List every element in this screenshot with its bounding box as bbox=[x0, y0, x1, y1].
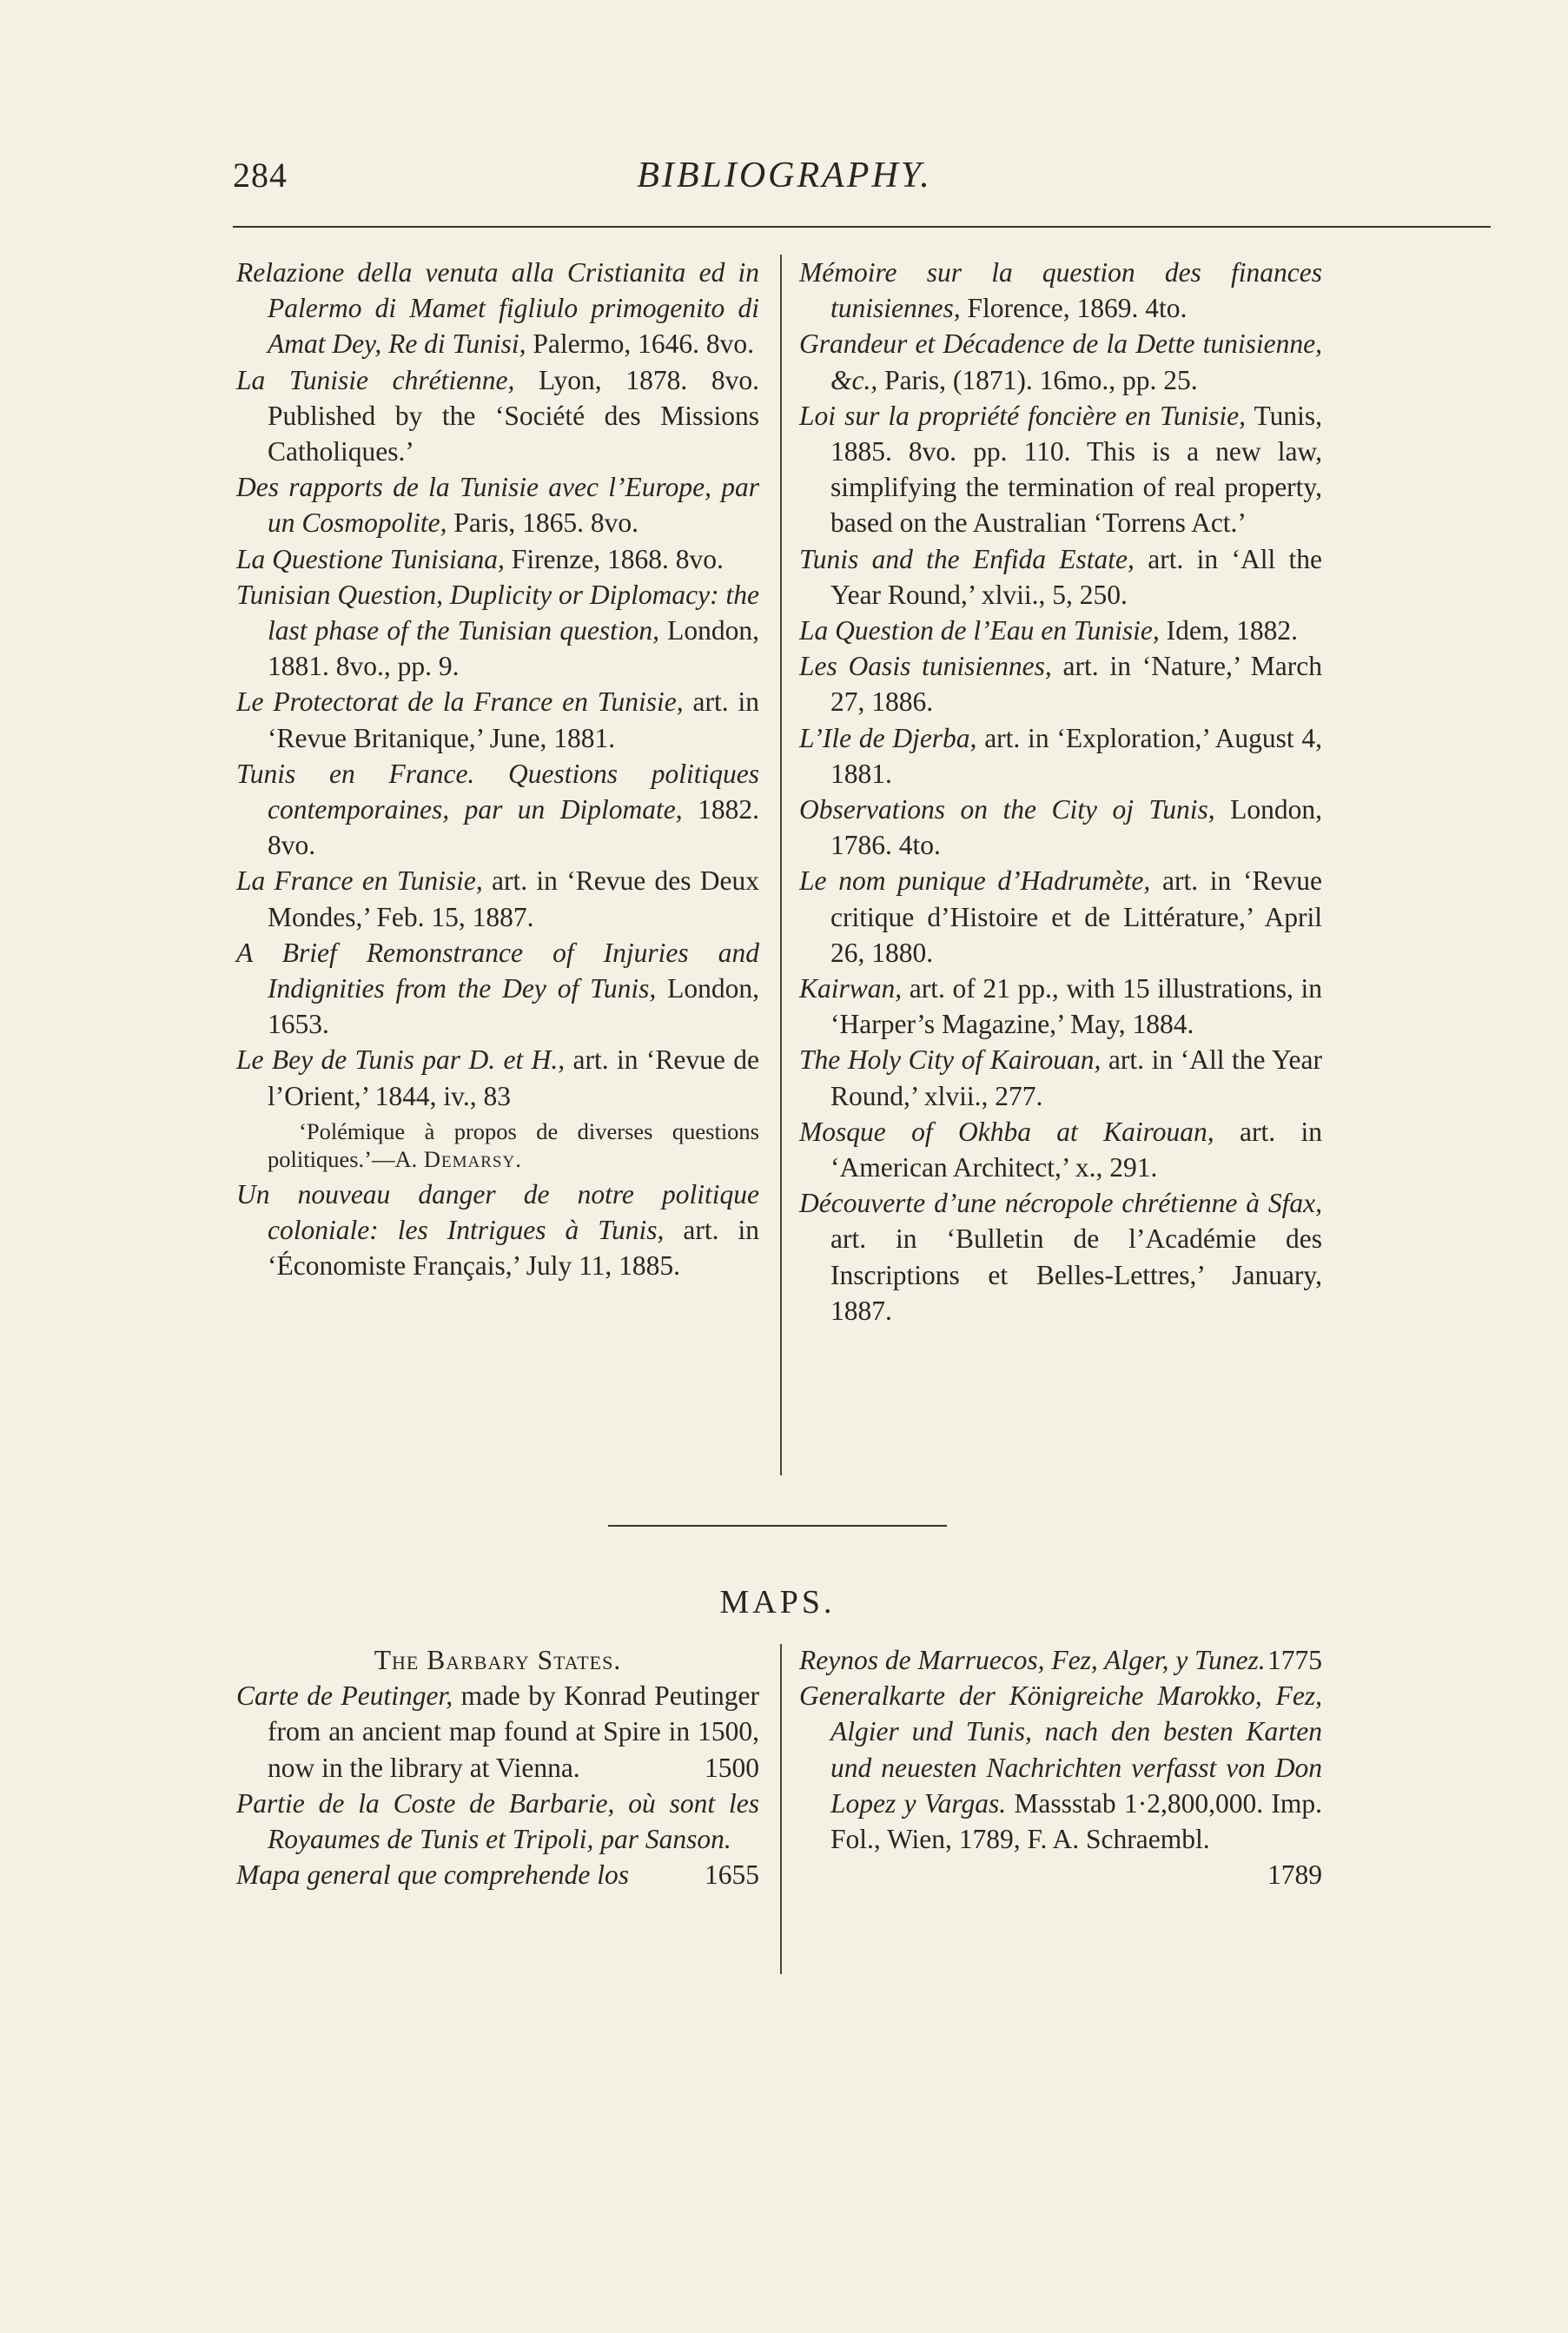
bibliography-right-column bbox=[799, 255, 1322, 1329]
header-rule bbox=[233, 226, 1491, 228]
maps-left-column bbox=[236, 1642, 759, 1892]
section-rule bbox=[608, 1525, 947, 1527]
bib-entry: Les Oasis tunisiennes, art. in ‘Nature,’ March 27, 1886. bbox=[799, 651, 1322, 718]
map-entry: Mapa general que comprehende los bbox=[236, 1859, 629, 1891]
bib-entry: Tunis and the Enfida Estate, art. in ‘All the Year Round,’ xlvii., 5, 250. bbox=[799, 543, 1322, 610]
bibliography-left-column bbox=[236, 255, 759, 1283]
map-entry: Partie de la Coste de Barbarie, où sont les Royaumes de Tunis et Tripoli, par Sanson. 1655 bbox=[236, 1787, 759, 1891]
bib-entry: Kairwan, art. of 21 pp., with 15 illustrations, in ‘Harper’s Magazine,’ May, 1884. bbox=[799, 973, 1322, 1040]
maps-subheading: The Barbary States. bbox=[374, 1645, 622, 1675]
page-number: 284 bbox=[233, 156, 288, 195]
bib-entry: L’Ile de Djerba, art. in ‘Exploration,’ August 4, 1881. bbox=[799, 722, 1322, 789]
bib-entry: Découverte d’une nécropole chrétienne à Sfax, art. in ‘Bulletin de l’Académie des Inscriptions et Belles-Lettres,’ January, 1887. bbox=[799, 1188, 1322, 1326]
bib-entry: La France en Tunisie, art. in ‘Revue des Deux Mondes,’ Feb. 15, 1887. bbox=[236, 865, 759, 932]
bib-entry: Tunisian Question, Duplicity or Diplomacy: the last phase of the Tunisian question, London, 1881. 8vo., pp. 9. bbox=[236, 579, 759, 682]
bib-note: ‘Polémique à propos de diverses questions politiques.’—A. Demarsy. bbox=[268, 1117, 759, 1172]
bib-entry: Grandeur et Décadence de la Dette tunisienne, &c., Paris, (1871). 16mo., pp. 25. bbox=[799, 328, 1322, 395]
map-entry: Carte de Peutinger, made by Konrad Peutinger from an ancient map found at Spire in 1500, now in the library at Vienna. 1500 bbox=[236, 1680, 759, 1783]
bib-entry: The Holy City of Kairouan, art. in ‘All the Year Round,’ xlvii., 277. bbox=[799, 1044, 1322, 1111]
bib-entry: Un nouveau danger de notre politique coloniale: les Intrigues à Tunis, art. in ‘Économiste Français,’ July 11, 1885. bbox=[236, 1178, 760, 1282]
bib-entry: La Questione Tunisiana, Firenze, 1868. 8vo. bbox=[236, 543, 724, 574]
bib-entry: Loi sur la propriété foncière en Tunisie, Tunis, 1885. 8vo. pp. 110. This is a new law, simplifying the termination of real property, based on the Australian ‘Torrens Act.’ bbox=[799, 400, 1322, 539]
map-year: 1789 bbox=[1267, 1859, 1322, 1891]
bib-entry: A Brief Remonstrance of Injuries and Indignities from the Dey of Tunis, London, 1653. bbox=[236, 937, 759, 1040]
maps-columns bbox=[236, 1642, 1352, 1981]
page-header bbox=[233, 155, 1494, 207]
maps-section-title: MAPS. bbox=[719, 1584, 836, 1621]
bib-entry: Mémoire sur la question des finances tunisiennes, Florence, 1869. 4to. bbox=[799, 257, 1322, 324]
bib-entry: Tunis en France. Questions politiques contemporaines, par un Diplomate, 1882. 8vo. bbox=[236, 758, 759, 861]
column-divider bbox=[780, 1644, 782, 1974]
running-title: BIBLIOGRAPHY. bbox=[637, 156, 932, 196]
map-entry: Reynos de Marruecos, Fez, Alger, y Tunez. 1775 bbox=[799, 1645, 1322, 1675]
bib-entry: Le nom punique d’Hadrumète, art. in ‘Revue critique d’Histoire et de Littérature,’ April 26, 1880. bbox=[799, 865, 1322, 968]
bib-entry: Relazione della venuta alla Cristianita ed in Palermo di Mamet figliulo primogenito di Amat Dey, Re di Tunisi, Palermo, 1646. 8vo. bbox=[236, 257, 759, 360]
column-divider bbox=[780, 255, 782, 1475]
bib-entry: Des rapports de la Tunisie avec l’Europe, par un Cosmopolite, Paris, 1865. 8vo. bbox=[236, 472, 759, 539]
bib-entry: Mosque of Okhba at Kairouan, art. in ‘American Architect,’ x., 291. bbox=[799, 1116, 1322, 1183]
bibliography-columns bbox=[236, 255, 1352, 1475]
bib-entry: Le Protectorat de la France en Tunisie, art. in ‘Revue Britanique,’ June, 1881. bbox=[236, 686, 759, 753]
map-entry: Generalkarte der Königreiche Marokko, Fez, Algier und Tunis, nach den besten Karten und neuesten Nachrichten verfasst von Don Lopez y Vargas. Massstab 1·2,800,000. Imp. Fol., Wien, 1789, F. A. Schraembl. bbox=[799, 1680, 1323, 1855]
maps-right-column bbox=[799, 1642, 1322, 1892]
bib-entry: Le Bey de Tunis par D. et H., art. in ‘Revue de l’Orient,’ 1844, iv., 83 bbox=[236, 1044, 760, 1111]
bib-entry: La Question de l’Eau en Tunisie, Idem, 1882. bbox=[799, 615, 1298, 646]
bib-entry: La Tunisie chrétienne, Lyon, 1878. 8vo. Published by the ‘Société des Missions Catholiques.’ bbox=[236, 364, 759, 467]
bib-entry: Observations on the City oj Tunis, London, 1786. 4to. bbox=[799, 794, 1322, 861]
